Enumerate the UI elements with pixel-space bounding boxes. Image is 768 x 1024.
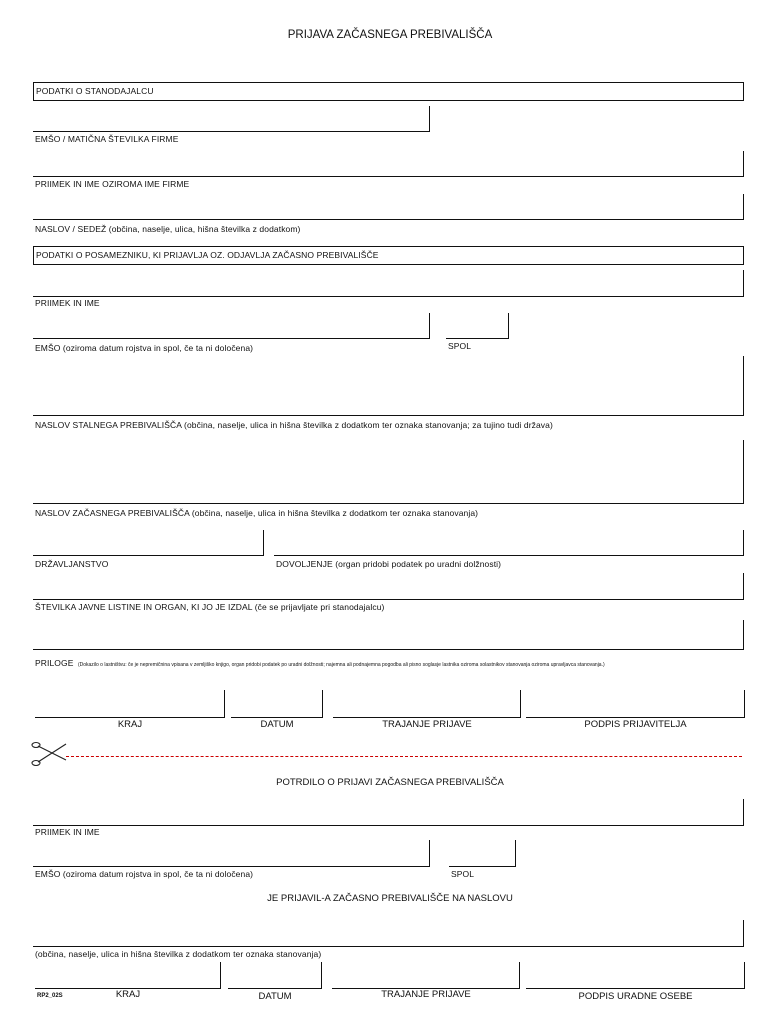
attachments-caption <box>35 653 605 671</box>
applicant-signature-label: PODPIS PRIJAVITELJA <box>584 719 687 730</box>
receipt-sex-field[interactable] <box>449 840 515 866</box>
receipt-date-label: DATUM <box>258 991 292 1002</box>
receipt-emso-label: EMŠO (oziroma datum rojstva in spol, če ta ni določena) <box>35 869 254 879</box>
address-seat-field[interactable] <box>33 194 743 219</box>
section-person-header <box>33 246 744 265</box>
receipt-address-hint: (občina, naselje, ulica in hišna številka z dodatkom ter oznaka stanovanja) <box>35 949 322 959</box>
official-signature-label: PODPIS URADNE OSEBE <box>578 991 693 1002</box>
permanent-address-field[interactable] <box>33 356 743 415</box>
attachments-note: (Dokazilo o lastništvu: če je nepremičnina vpisana v zemljiško knjigo, organ pridobi podatek po uradni dolžnosti; najemna ali podnajemna pogodba ali pisno soglasje lastnika oziroma solastnikov stanovanja oziroma upravljavca stanovanja.) <box>77 662 605 668</box>
place-field[interactable] <box>35 690 224 717</box>
receipt-date-field[interactable] <box>228 962 321 988</box>
cut-line <box>66 756 742 757</box>
receipt-duration-label: TRAJANJE PRIJAVE <box>381 989 471 1000</box>
attachments-field[interactable] <box>33 620 743 649</box>
receipt-sex-label: SPOL <box>451 869 475 879</box>
receipt-title: POTRDILO O PRIJAVI ZAČASNEGA PREBIVALIŠČA <box>276 777 504 788</box>
citizenship-field[interactable] <box>33 530 263 555</box>
address-seat-label: NASLOV / SEDEŽ (občina, naselje, ulica, hišna številka z dodatkom) <box>35 224 301 234</box>
duration-label: TRAJANJE PRIJAVE <box>382 719 472 730</box>
emso-person-field[interactable] <box>33 313 429 338</box>
name-firm-field[interactable] <box>33 151 743 176</box>
permit-label: DOVOLJENJE (organ pridobi podatek po uradni dolžnosti) <box>276 559 502 569</box>
date-field[interactable] <box>231 690 322 717</box>
emso-firm-label: EMŠO / MATIČNA ŠTEVILKA FIRME <box>35 134 179 144</box>
section-landlord-header <box>33 82 744 101</box>
receipt-place-label: KRAJ <box>115 989 141 1000</box>
temporary-address-label: NASLOV ZAČASNEGA PREBIVALIŠČA (občina, naselje, ulica in hišna številka z dodatkom ter oznaka stanovanja) <box>35 508 479 518</box>
public-document-label: ŠTEVILKA JAVNE LISTINE IN ORGAN, KI JO JE IZDAL (če se prijavljate pri stanodajalcu) <box>35 602 385 612</box>
receipt-duration-field[interactable] <box>332 962 519 988</box>
sex-field[interactable] <box>446 313 508 338</box>
applicant-signature-field[interactable] <box>526 690 744 717</box>
temporary-address-field[interactable] <box>33 440 743 503</box>
receipt-registered-at: JE PRIJAVIL-A ZAČASNO PREBIVALIŠČE NA NASLOVU <box>267 893 513 904</box>
surname-name-label: PRIIMEK IN IME <box>35 298 100 308</box>
attachments-label: PRILOGE <box>35 658 74 668</box>
emso-firm-field[interactable] <box>33 106 429 131</box>
citizenship-label: DRŽAVLJANSTVO <box>35 559 109 569</box>
permanent-address-label: NASLOV STALNEGA PREBIVALIŠČA (občina, naselje, ulica in hišna številka z dodatkom ter oznaka stanovanja; za tujino tudi država) <box>35 420 553 430</box>
form-code: RP2_02S <box>37 993 63 999</box>
section-landlord-label: PODATKI O STANODAJALCU <box>36 86 154 96</box>
surname-name-field[interactable] <box>33 270 743 296</box>
receipt-address-field[interactable] <box>33 920 743 946</box>
form-title: PRIJAVA ZAČASNEGA PREBIVALIŠČA <box>287 29 493 41</box>
place-label: KRAJ <box>117 719 143 730</box>
date-label: DATUM <box>260 719 294 730</box>
official-signature-field[interactable] <box>526 962 744 988</box>
receipt-surname-name-label: PRIIMEK IN IME <box>35 827 100 837</box>
emso-person-label: EMŠO (oziroma datum rojstva in spol, če ta ni določena) <box>35 343 254 353</box>
receipt-emso-field[interactable] <box>33 840 429 866</box>
duration-field[interactable] <box>333 690 520 717</box>
public-document-field[interactable] <box>33 573 743 599</box>
permit-field[interactable] <box>274 530 743 555</box>
name-firm-label: PRIIMEK IN IME OZIROMA IME FIRME <box>35 179 190 189</box>
section-person-label: PODATKI O POSAMEZNIKU, KI PRIJAVLJA OZ. ODJAVLJA ZAČASNO PREBIVALIŠČE <box>36 250 379 260</box>
receipt-surname-name-field[interactable] <box>33 799 743 825</box>
scissors-icon <box>30 740 68 768</box>
receipt-place-field[interactable] <box>35 962 220 988</box>
sex-label: SPOL <box>448 341 472 351</box>
